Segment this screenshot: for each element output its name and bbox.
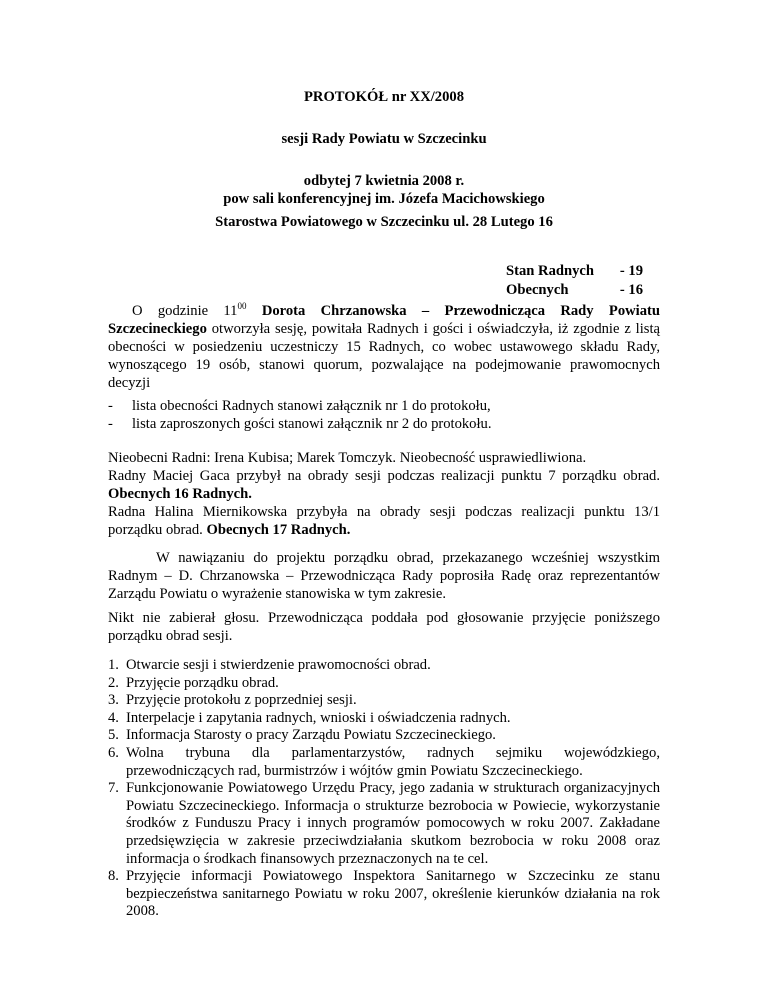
vote-paragraph: Nikt nie zabierał głosu. Przewodnicząca poddała pod głosowanie przyjęcie poniższego porządku obrad sesji.: [108, 610, 660, 644]
absence-paragraph: [108, 449, 660, 539]
list-item: 6. Wolna trybuna dla parlamentarzystów, radnych sejmiku wojewódzkiego, przewodniczących rad, burmistrzów i wójtów gmin Powiatu Szczecineckiego.: [108, 744, 660, 779]
list-item: 2. Przyjęcie porządku obrad.: [108, 674, 279, 691]
present-label: Obecnych: [506, 282, 569, 298]
present-value: - 16: [619, 282, 643, 298]
list-item: 7. Funkcjonowanie Powiatowego Urzędu Pracy, jego zadania w strukturach organizacyjnych Powiatu Szczecineckiego. Informacja o strukturze bezrobocia w Powiecie, wykorzystanie środków z Funduszu Pracy i innych programów pomocowych w roku 2007. Zakładane przedsięwzięcia w zakresie przeciwdziałania skutkom bezrobocia w roku 2008 oraz informacja o środkach finansowych przeznaczonych na te cel.: [108, 780, 660, 867]
absent-members: Nieobecni Radni: Irena Kubisa; Marek Tomczyk. Nieobecność usprawiedliwiona.: [108, 450, 587, 466]
list-item: - lista obecności Radnych stanowi załącznik nr 1 do protokołu,: [108, 398, 491, 414]
office-address: Starostwa Powiatowego w Szczecinku ul. 28 Lutego 16: [215, 214, 553, 230]
list-item: 5. Informacja Starosty o pracy Zarządu Powiatu Szczecineckiego.: [108, 727, 496, 744]
list-item: 8. Przyjęcie informacji Powiatowego Inspektora Sanitarnego w Szczecinku ze stanu bezpieczeństwa sanitarnego Powiatu w roku 2007, określenie kierunków działania na rok 2008.: [108, 868, 660, 920]
opening-time-minutes: 00: [237, 301, 247, 311]
session-venue: pow sali konferencyjnej im. Józefa Macichowskiego: [223, 191, 545, 207]
list-item: 1. Otwarcie sesji i stwierdzenie prawomocności obrad.: [108, 657, 431, 673]
present-count-17: Obecnych 17 Radnych.: [206, 522, 351, 538]
list-item: 4. Interpelacje i zapytania radnych, wnioski i oświadczenia radnych.: [108, 709, 511, 726]
members-value: - 19: [619, 263, 643, 279]
opening-paragraph: [108, 297, 660, 392]
opening-time: O godzinie 11: [132, 302, 238, 319]
members-label: Stan Radnych: [506, 263, 594, 279]
list-item: - lista zaproszonych gości stanowi załącznik nr 2 do protokołu.: [108, 416, 492, 432]
late-arrival-gaca: Radny Maciej Gaca przybył na obrady sesji podczas realizacji punktu 7 porządku obrad.: [108, 468, 660, 484]
session-name: sesji Rady Powiatu w Szczecinku: [281, 131, 487, 147]
late-arrival-miernikowska: Radna Halina Miernikowska przybyła na obrady sesji podczas realizacji punktu 13/1 porządku obrad. Obecnych 17 Radnych.: [108, 504, 660, 538]
session-date: odbytej 7 kwietnia 2008 r.: [303, 173, 465, 189]
chairperson-name: Dorota Chrzanowska – Przewodnicząca Rady Powiatu Szczecineckiego: [108, 302, 660, 337]
attendance-stats: [506, 262, 643, 300]
opening-text: otworzyła sesję, powitała Radnych i gości i oświadczyła, iż zgodnie z listą obecności w posiedzeniu uczestniczy 15 Radnych, co wobec ustawowego składu Rady, wynoszącego 19 osób, stanowi quorum, pozwalające na podejmowanie prawomocnych decyzji: [108, 320, 660, 391]
agenda-project-paragraph: W nawiązaniu do projektu porządku obrad, przekazanego wcześniej wszystkim Radnym – D. Chrzanowska – Przewodnicząca Rady poprosiła Radę oraz reprezentantów Zarządu Powiatu o wyrażenie stanowiska w tym zakresie.: [108, 550, 660, 602]
session-date-venue: [108, 172, 660, 208]
attachments-list: [108, 397, 660, 433]
list-item: 3. Przyjęcie protokołu z poprzedniej sesji.: [108, 692, 357, 709]
present-count-16: Obecnych 16 Radnych.: [108, 486, 252, 502]
document-title: PROTOKÓŁ nr XX/2008: [303, 89, 464, 105]
agenda-list: [108, 657, 660, 921]
